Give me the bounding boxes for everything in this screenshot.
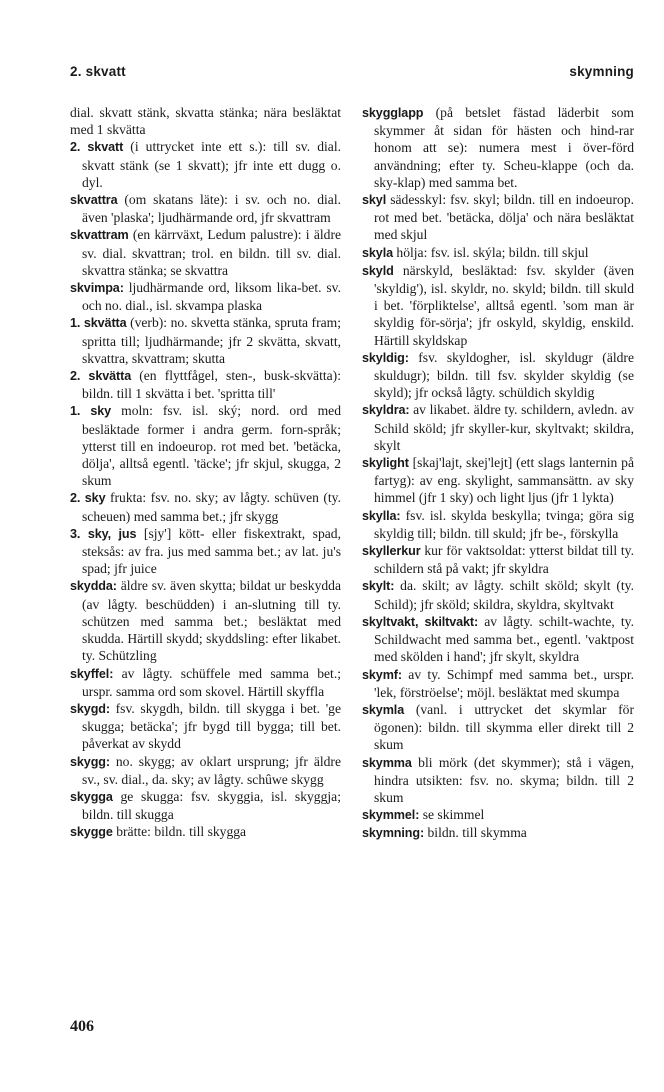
entry-headword: skymning: (362, 826, 425, 841)
running-header-left: 2. skvatt (70, 64, 126, 79)
dictionary-entry (362, 666, 634, 701)
entry-text: bli mörk (det skymmer); stå i vägen, hindra utsikten: fsv. no. skyma; bildn. till 2 skum (374, 754, 634, 805)
entry-text: sädesskyl: fsv. skyl; bildn. till en indoeurop. rot med bet. 'betäcka, dölja' och nära besläktat med skjul (374, 192, 634, 243)
entry-text: dial. skvatt stänk, skvatta stänka; nära besläktat med 1 skvätta (70, 105, 341, 138)
entry-text: äldre sv. även skytta; bildat ur beskydda (av lågty. beschüdden) i an-slutning till ty. schützen med samma bet.; besläktat med skudda. Härtill skydd; skyddsling: efter likabet. ty. Schützling (82, 578, 341, 664)
dictionary-entry (362, 104, 634, 191)
entry-headword: skylt: (362, 579, 395, 594)
dictionary-entry (70, 577, 341, 664)
dictionary-entry (362, 754, 634, 807)
dictionary-entry (362, 262, 634, 349)
entry-text: (en kärrväxt, Ledum palustre): i äldre sv. dial. skvattran; trol. en bildn. till sv. dial. skvattra stänka; se skvattra (82, 227, 341, 278)
entry-headword: skyl (362, 193, 387, 208)
dictionary-entry (70, 489, 341, 524)
dictionary-entry (70, 823, 341, 841)
entry-text: kur för vaktsoldat: ytterst bildat till ty. schildern stå på vakt; jfr skyldra (374, 543, 634, 577)
dictionary-entry (362, 806, 634, 824)
dictionary-entry (362, 401, 634, 454)
entry-headword: 3. sky, jus (70, 526, 137, 541)
dictionary-entry (70, 191, 341, 226)
dictionary-entry (70, 279, 341, 314)
entry-text: da. skilt; av lågty. schilt sköld; skylt (ty. Schild); jfr sköld; skildra, skyldra, skyltvakt (374, 578, 634, 612)
dictionary-entry (70, 525, 341, 578)
entry-headword: skyffel: (70, 666, 114, 681)
dictionary-entry (362, 577, 634, 612)
dictionary-entry (70, 700, 341, 753)
entry-headword: skvattram (70, 228, 129, 243)
entry-headword: skygd: (70, 701, 110, 716)
entry-text: no. skygg; av oklart ursprung; jfr äldre sv., sv. dial., da. sky; av lågty. schûwe skygg (82, 753, 341, 787)
dictionary-entry (70, 367, 341, 402)
entry-text: (en flyttfågel, sten-, busk-skvätta): bildn. till 1 skvätta i bet. 'spritta till' (82, 368, 341, 402)
entry-headword: skyldig: (362, 350, 409, 365)
entry-text: frukta: fsv. no. sky; av lågty. schüven (ty. scheuen) med samma bet.; jfr skygg (82, 490, 341, 524)
entry-text: [sjy'] kött- eller fiskextrakt, spad, steksås: av fra. jus med samma bet.; av lat. ju's spad; jfr juice (82, 525, 341, 577)
entry-text: ljudhärmande ord, liksom lika-bet. sv. och no. dial., isl. skvampa plaska (82, 280, 341, 314)
entry-text: av lågty. schilt-wachte, ty. Schildwacht med samma bet., egentl. 'vaktpost med skölden i hand'; jfr skylt, skyldra (374, 613, 634, 665)
entry-headword: skvimpa: (70, 281, 124, 296)
entry-text: hölja: fsv. isl. skýla; bildn. till skjul (393, 244, 589, 260)
dictionary-entry (70, 665, 341, 700)
entry-headword: skyltvakt, skiltvakt: (362, 614, 479, 629)
left-column (70, 104, 341, 842)
entry-headword: skyld (362, 263, 394, 278)
dictionary-entry (70, 314, 341, 367)
dictionary-entry (362, 701, 634, 754)
entry-headword: skyldra: (362, 403, 410, 418)
entry-headword: skydda: (70, 579, 117, 594)
entry-headword: skygglapp (362, 106, 424, 120)
entry-headword: 1. sky (70, 404, 112, 419)
entry-headword: 1. skvätta (70, 316, 127, 331)
entry-headword: 2. sky (70, 491, 106, 506)
entry-headword: skyla (362, 245, 394, 260)
dictionary-entry (362, 613, 634, 666)
dictionary-entry (362, 824, 634, 842)
entry-text: (på betslet fästad läderbit som skymmer åt sidan för hästen och hind-rar honom att se): numera mest i över-förd användning; efter ty. Scheu-klappe (och da. sky-klap) med samma bet. (374, 105, 634, 190)
entry-text: (om skatans läte): i sv. och no. dial. även 'plaska'; ljudhärmande ord, jfr skvattram (82, 192, 341, 226)
dictionary-entry (362, 507, 634, 542)
entry-headword: skvattra (70, 193, 118, 208)
entry-headword: 2. skvatt (70, 140, 124, 155)
entry-headword: 2. skvätta (70, 369, 132, 384)
entry-text: [skaj'lajt, skej'lejt] (ett slags lanternin på fartyg): av eng. skylight, sammansättn. av sky himmel (jfr 1 sky) och light ljus (jfr 1 lykta) (374, 455, 634, 506)
entry-headword: skygg: (70, 754, 110, 769)
dictionary-entry (362, 349, 634, 402)
dictionary-entry (362, 454, 634, 507)
dictionary-entry (70, 104, 341, 138)
entry-text: moln: fsv. isl. ský; nord. ord med besläktade former i andra germ. forn-språk; ytterst till en indoeurop. rot med bet. 'betäcka, dölja', alltså egentl. 'täcke'; jfr skjul, skugga, 2 skum (82, 403, 341, 489)
dictionary-entry (70, 788, 341, 823)
page-number: 406 (70, 1018, 94, 1035)
entry-headword: skymma (362, 755, 412, 770)
entry-text: närskyld, besläktad: fsv. skylder (även 'skyldig'), isl. skyldr, no. skyld; bildn. till skuld i bet. 'förpliktelse', alltså egentl. 'som man är skyldig för-sörja'; jfr oskyld, skyldig, enskild. Härtill skyldskap (374, 262, 634, 348)
entry-text: fsv. skyldogher, isl. skyldugr (äldre skuldugr); bildn. till fsv. skylder skyldig (se skyld); jfr också lågty. schüldich skyldig (374, 349, 634, 401)
dictionary-entry (362, 191, 634, 244)
entry-text: (vanl. i uttrycket det skymlar för ögonen): bildn. till skymma eller direkt till 2 skum (374, 701, 634, 753)
entry-headword: skyllerkur (362, 544, 421, 559)
entry-text: (i uttrycket inte ett s.): till sv. dial. skvatt stänk (se 1 skvatt); jfr inte ett dugg o. dyl. (82, 139, 341, 190)
entry-text: av lågty. schüffele med samma bet.; urspr. samma ord som skovel. Härtill skyffla (82, 665, 341, 699)
dictionary-entry (70, 138, 341, 191)
entry-text: (verb): no. skvetta stänka, spruta fram; spritta till; ljudhärmande; jfr 2 skvätta, skvatt, skvattra, skvattram; skutta (82, 315, 341, 366)
entry-headword: skylla: (362, 508, 401, 523)
entry-text: ge skugga: fsv. skyggia, isl. skyggja; bildn. till skugga (82, 788, 341, 823)
entry-headword: skymla (362, 702, 405, 717)
dictionary-entry (70, 402, 341, 489)
entry-text: av likabet. äldre ty. schildern, avledn. av Schild sköld; jfr skyller-kur, skyltvakt; skildra, skylt (374, 402, 634, 453)
entry-text: fsv. skygdh, bildn. till skygga i bet. 'ge skugga; betäcka'; jfr bygd till bygga; till bet. påverkat av skydd (82, 700, 341, 752)
dictionary-entry (70, 226, 341, 279)
entry-text: se skimmel (419, 807, 485, 823)
entry-headword: skygge (70, 825, 113, 840)
entry-headword: skygga (70, 789, 113, 804)
entry-text: bildn. till skymma (424, 825, 527, 841)
running-header-right: skymning (569, 64, 634, 79)
right-column (362, 104, 634, 843)
entry-headword: skylight (362, 456, 409, 471)
entry-headword: skymf: (362, 667, 402, 682)
entry-text: fsv. isl. skylda beskylla; tvinga; göra sig skyldig till; bildn. till skuld; jfr be-, förskylla (374, 507, 634, 541)
dictionary-entry (70, 753, 341, 788)
dictionary-entry (362, 244, 634, 262)
entry-text: brätte: bildn. till skygga (112, 824, 247, 840)
entry-headword: skymmel: (362, 808, 420, 823)
entry-text: av ty. Schimpf med samma bet., urspr. 'lek, förströelse'; möjl. besläktat med skumpa (374, 666, 634, 700)
dictionary-entry (362, 542, 634, 577)
